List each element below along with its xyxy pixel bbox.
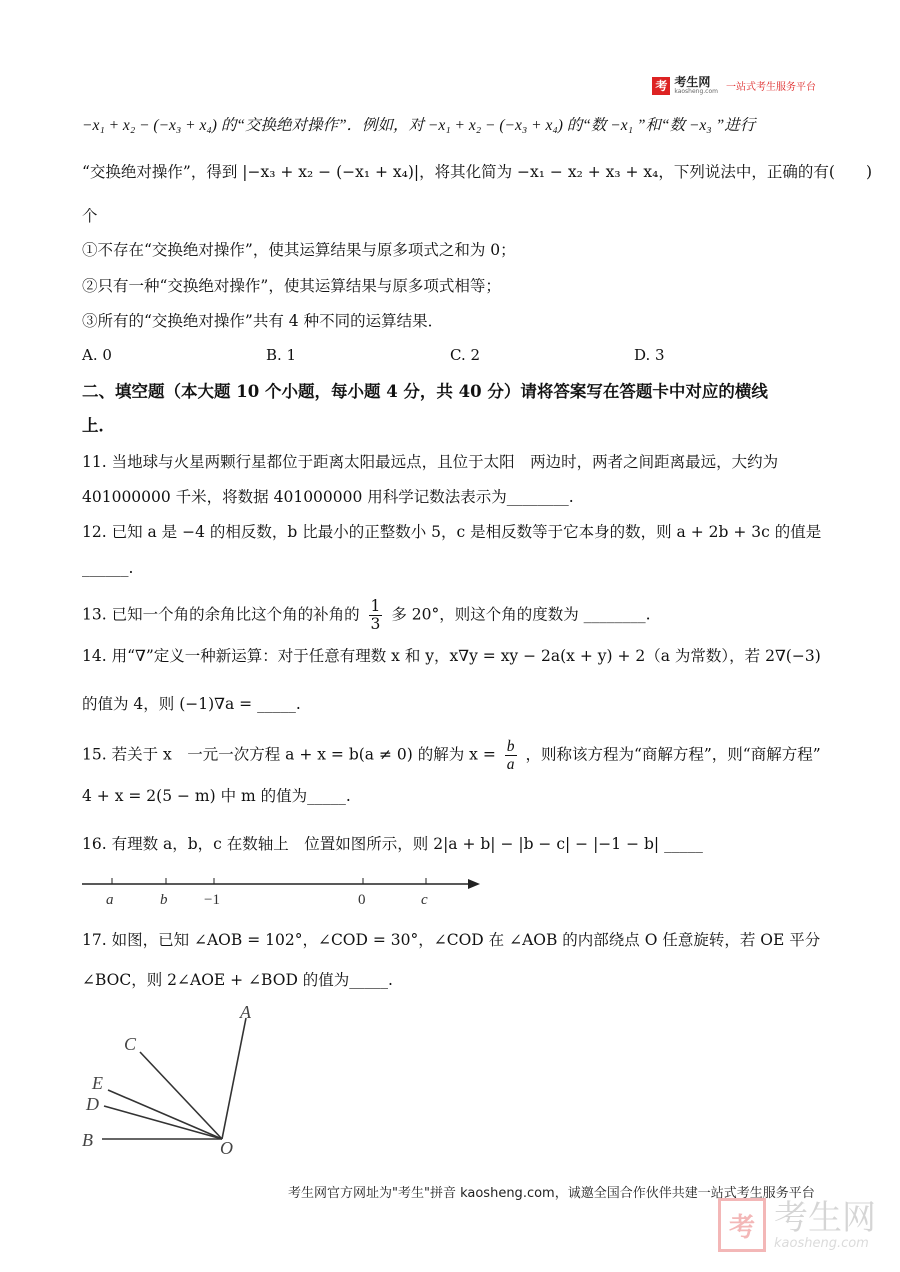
number-line-arrow <box>468 879 480 889</box>
q14-line1: 14. 用“∇”定义一种新运算：对于任意有理数 x 和 y，x∇y = xy − 2a(x + y) + 2（a 为常数），若 2∇(−3) <box>82 647 821 665</box>
q13-line <box>82 598 651 633</box>
ray-oe <box>108 1090 222 1139</box>
label-e: E <box>92 1073 103 1093</box>
number-line-figure <box>80 868 490 914</box>
q10-line2: “交换绝对操作”，得到 |−x₃ + x₂ − (−x₁ + x₄)|，将其化简为 −x₁ − x₂ + x₃ + x₄，下列说法中，正确的有( ) <box>82 163 872 181</box>
option-b: B. 1 <box>266 346 297 364</box>
axis-label-neg1: −1 <box>204 892 220 908</box>
angle-figure <box>76 1000 276 1162</box>
q17-line1: 17. 如图，已知 ∠AOB = 102°，∠COD = 30°，∠COD 在 ∠AOB 的内部绕点 O 任意旋转，若 OE 平分 <box>82 931 821 949</box>
label-d: D <box>86 1094 99 1114</box>
q13-frac-num: 1 <box>370 597 381 615</box>
q12-line1: 12. 已知 a 是 −4 的相反数，b 比最小的正整数小 5，c 是相反数等于它本身的数，则 a + 2b + 3c 的值是 <box>82 523 822 541</box>
section2-heading-line1: 二、填空题（本大题 10 个小题，每小题 4 分，共 40 分）请将答案写在答题卡中对应的横线 <box>82 382 768 401</box>
q13-fraction <box>369 598 383 633</box>
watermark-text <box>774 1197 876 1251</box>
ray-oa <box>222 1018 246 1139</box>
logo-name: 考生网 <box>674 75 711 89</box>
option-a: A. 0 <box>82 346 112 364</box>
q10-statement-1: ①不存在“交换绝对操作”，使其运算结果与原多项式之和为 0； <box>82 241 516 259</box>
q11-line2: 401000000 千米，将数据 401000000 用科学记数法表示为________. <box>82 488 574 506</box>
q15-frac-num: b <box>506 738 515 755</box>
label-a: A <box>240 1002 251 1022</box>
q10-line1: −x₁ + x₂ − (−x₃ + x₄) 的“交换绝对操作”．例如，对 −x₁ + x₂ − (−x₃ + x₄) 的“数 −x₁ ”和“数 −x₃ ”进行 <box>82 117 756 134</box>
logo-url: kaosheng.com <box>674 88 718 95</box>
option-d: D. 3 <box>634 346 665 364</box>
watermark-name: 考生网 <box>774 1197 876 1238</box>
axis-label-a: a <box>106 892 114 908</box>
q15-pre: 15. 若关于 x 一元一次方程 a + x = b(a ≠ 0) 的解为 x = <box>82 745 496 764</box>
q15-line1 <box>82 738 821 773</box>
q11-line1: 11. 当地球与火星两颗行星都位于距离太阳最远点，且位于太阳 两边时，两者之间距离最远，大约为 <box>82 453 779 471</box>
q17-line2: ∠BOC，则 2∠AOE + ∠BOD 的值为_____. <box>82 971 393 989</box>
label-c: C <box>124 1034 137 1054</box>
q12-line2: ______. <box>82 559 134 577</box>
label-b: B <box>82 1130 93 1150</box>
logo-text <box>674 76 718 95</box>
footer-text: 考生网官方网址为"考生"拼音 kaosheng.com，诚邀全国合作伙伴共建一站式考生服务平台 <box>288 1186 815 1201</box>
q14-line2: 的值为 4，则 (−1)∇a = _____. <box>82 695 301 713</box>
q13-pre: 13. 已知一个角的余角比这个角的补角的 <box>82 605 360 624</box>
watermark-logo-icon: 考 <box>718 1198 766 1252</box>
q10-line3: 个 <box>82 207 98 225</box>
axis-label-c: c <box>421 892 428 908</box>
ray-od <box>104 1106 222 1139</box>
label-o: O <box>220 1138 233 1158</box>
logo-slogan: 一站式考生服务平台 <box>726 82 816 93</box>
ray-oc <box>140 1052 222 1139</box>
section2-heading-line2: 上． <box>82 416 115 435</box>
q15-fraction <box>505 738 517 773</box>
q10-statement-3: ③所有的“交换绝对操作”共有 4 种不同的运算结果． <box>82 312 444 330</box>
logo-icon: 考 <box>652 77 670 95</box>
q16-line1: 16. 有理数 a，b，c 在数轴上 位置如图所示，则 2|a + b| − |b − c| − |−1 − b| _____ <box>82 835 703 853</box>
option-c: C. 2 <box>450 346 481 364</box>
q15-post: ，则称该方程为“商解方程”，则“商解方程” <box>525 745 821 764</box>
q15-frac-den: a <box>506 756 515 773</box>
axis-label-b: b <box>160 892 168 908</box>
q13-frac-den: 3 <box>370 615 381 633</box>
q10-statement-2: ②只有一种“交换绝对操作”，使其运算结果与原多项式相等； <box>82 277 501 295</box>
watermark <box>718 1198 876 1252</box>
axis-label-0: 0 <box>358 892 366 908</box>
watermark-url: kaosheng.com <box>774 1235 869 1251</box>
q13-post: 多 20°，则这个角的度数为 ________. <box>391 605 651 624</box>
q15-line2: 4 + x = 2(5 − m) 中 m 的值为_____. <box>82 787 351 805</box>
header-logo <box>652 76 816 95</box>
